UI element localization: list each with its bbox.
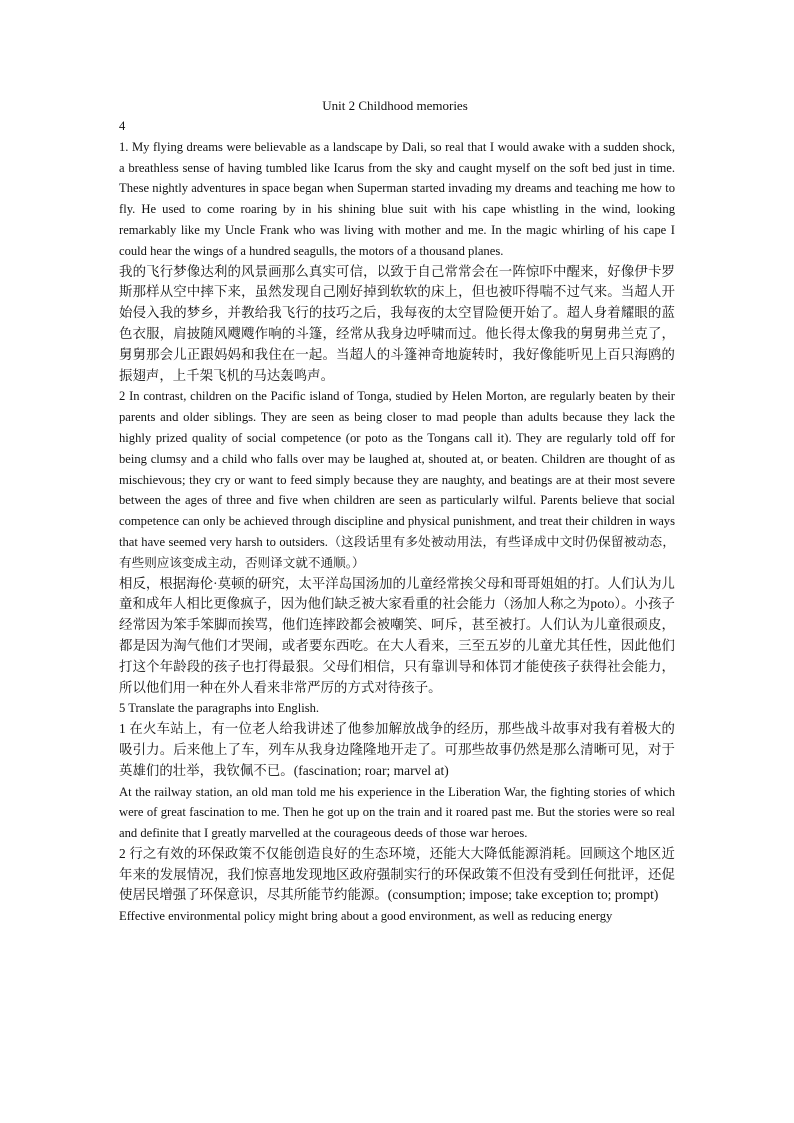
translation-1-chinese: 1 在火车站上，有一位老人给我讲述了他参加解放战争的经历，那些战斗故事对我有着极大的吸引力。后来他上了车，列车从我身边隆隆地开走了。可那些故事仍然是那么清晰可见，对于英雄们的壮举，我钦佩不已。(fascination; roar; marvel at): [119, 721, 675, 778]
section-4-label: 4: [119, 119, 126, 133]
paragraph-2-chinese: 相反，根据海伦·莫顿的研究，太平洋岛国汤加的儿童经常挨父母和哥哥姐姐的打。人们认为儿童和成年人相比更像疯子，因为他们缺乏被大家看重的社会能力（汤加人称之为poto）。小孩子经常因为笨手笨脚而挨骂，他们连摔跤都会被嘲笑、呵斥，甚至被打。人们认为儿童很顽皮，都是因为淘气他们才哭闹，或者要东西吃。在大人看来，三至五岁的儿童尤其任性，因此他们打这个年龄段的孩子也打得最狠。父母们相信，只有靠训导和体罚才能使孩子获得社会能力，所以他们用一种在外人看来非常严厉的方式对待孩子。: [119, 575, 675, 695]
section-5-label: 5 Translate the paragraphs into English.: [119, 701, 320, 716]
document-page: [119, 96, 675, 927]
translation-2-english: Effective environmental policy might bring about a good environment, as well as reducing energy: [119, 909, 613, 924]
translation-1-english: At the railway station, an old man told me his experience in the Liberation War, the fighting stories of which were of great fascination to me. Then he got up on the train and it roared past me. But the stories were so real and definite that I greatly marvelled at the courageous deeds of those war heroes.: [119, 784, 675, 841]
paragraph-1-chinese: 我的飞行梦像达利的风景画那么真实可信，以致于自己常常会在一阵惊吓中醒来，好像伊卡罗斯那样从空中摔下来，虽然发现自己刚好掉到软软的床上，但也被吓得喘不过气来。当超人开始侵入我的梦乡，并教给我飞行的技巧之后，我每夜的太空冒险便开始了。超人身着耀眼的蓝色衣服，肩披随风飕飕作响的斗篷，经常从我身边呼啸而过。他长得太像我的舅舅弗兰克了，舅舅那会儿正跟妈妈和我住在一起。当超人的斗篷神奇地旋转时，我好像能听见上百只海鸥的振翅声，上千架飞机的马达轰鸣声。: [119, 263, 675, 383]
document-title: Unit 2 Childhood memories: [322, 98, 468, 113]
paragraph-1-english: 1. My flying dreams were believable as a landscape by Dali, so real that I would awake with a sudden shock, a breathless sense of having tumbled like Icarus from the sky and caught myself on the soft bed just in time. These nightly adventures in space began when Superman started invading my dreams and teaching me how to fly. He used to come roaring by in his shining blue suit with his cape whistling in the wind, looking remarkably like my Uncle Frank who was living with mother and me. In the magic whirling of his cape I could hear the wings of a hundred seagulls, the motors of a thousand planes.: [119, 139, 675, 258]
translation-2-chinese: 2 行之有效的环保政策不仅能创造良好的生态环境，还能大大降低能源消耗。回顾这个地区近年来的发展情况，我们惊喜地发现地区政府强制实行的环保政策不但没有受到任何批评，还促使居民增强了环保意识，尽其所能节约能源。(consumption; impose; take exception to; prompt): [119, 845, 675, 903]
paragraph-2-english: 2 In contrast, children on the Pacific island of Tonga, studied by Helen Morton, are regularly beaten by their parents and older siblings. They are seen as being closer to mad people than adults because they lack the highly prized quality of social competence (or poto as the Tongans call it). They are regularly told off for being clumsy and a child who falls over may be laughed at, shouted at, or beaten. Children are thought of as mischievous; they cry or want to feed simply because they are naughty, and beatings are at their most severe between the ages of three and five when children are seen as particularly wilful. Parents believe that social competence can only be achieved through discipline and physical punishment, and treat their children in ways that have seemed very harsh to outsiders.（这段话里有多处被动用法，有些译成中文时仍保留被动态，有些则应该变成主动，否则译文就不通顺。）: [119, 389, 675, 570]
